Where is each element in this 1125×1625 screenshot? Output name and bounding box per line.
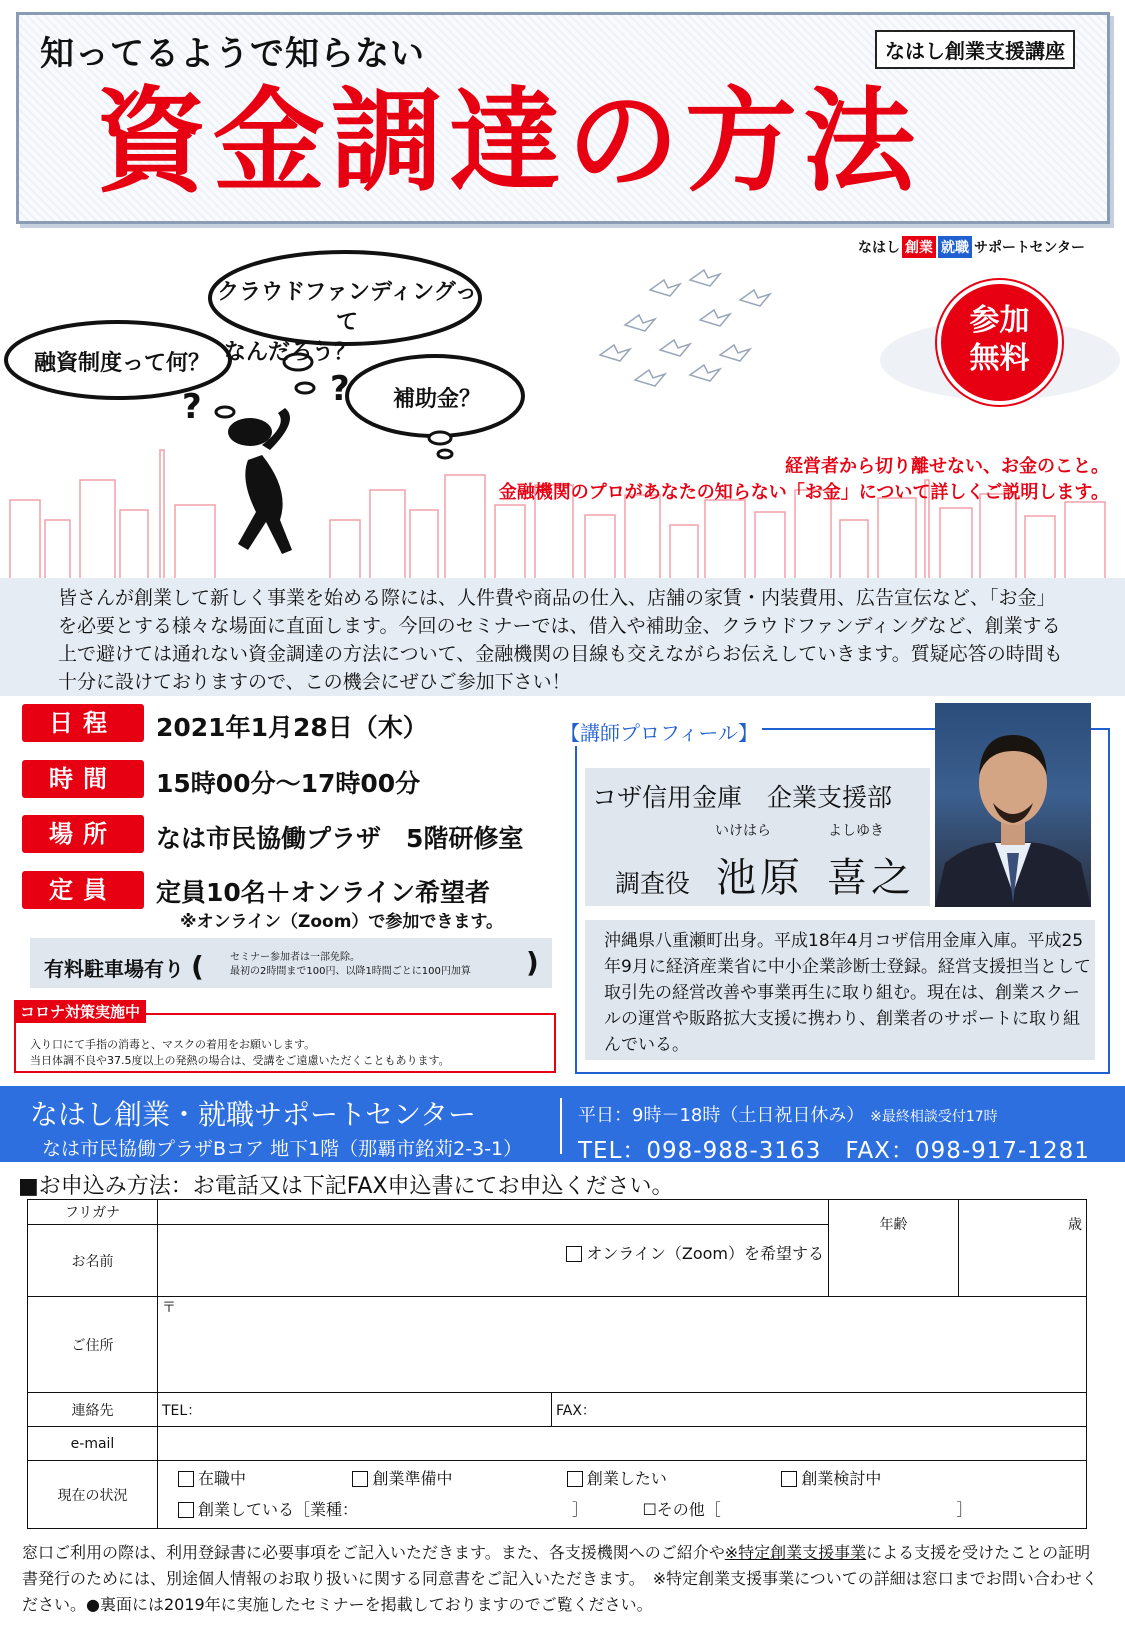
status-employed-checkbox[interactable] [178, 1471, 194, 1487]
paren-close: ) [526, 946, 539, 979]
svg-text:?: ? [330, 369, 350, 409]
furigana-field[interactable] [158, 1200, 829, 1225]
instructor-given-name: 喜之 [827, 855, 915, 901]
online-checkbox[interactable] [566, 1246, 582, 1262]
email-field[interactable] [158, 1427, 1087, 1461]
status-other-close: ］ [956, 1499, 973, 1519]
svg-text:?: ? [182, 387, 202, 427]
capacity-label: 定員 [22, 871, 144, 909]
instructor-photo [935, 703, 1091, 907]
status-founded-close: ］ [571, 1499, 588, 1519]
office-hours [578, 1101, 998, 1127]
instructor-bio: 沖縄県八重瀬町出身。平成18年4月コザ信用金庫入庫。平成25年9月に経済産業省に中小企業診断士登録。経営支援担当として取引先の経営改善や事業再生に取り組む。現在は、創業スクールの運営や販路拡大支援に携わり、創業者のサポートに取り組んでいる。 [604, 931, 1091, 1055]
parking-text: 有料駐車場有り [44, 957, 184, 981]
status-founded[interactable] [178, 1495, 638, 1525]
tel-field[interactable] [158, 1393, 552, 1427]
bubble-loan: 融資制度って何？ [33, 351, 210, 376]
place-value: なは市民協働プラザ 5階研修室 [156, 824, 524, 853]
status-options [158, 1461, 1087, 1529]
age-field[interactable] [959, 1200, 1087, 1297]
application-form [27, 1199, 1087, 1529]
logo-tag-shushoku: 就職 [938, 236, 972, 258]
tel-label: TEL： [162, 1402, 202, 1419]
parking-note [230, 951, 471, 979]
status-employed[interactable] [178, 1464, 348, 1494]
corona-line-1: 入り口にて手指の消毒と、マスクの着用をお願いします。 [30, 1038, 316, 1051]
status-preparing-checkbox[interactable] [352, 1471, 368, 1487]
header-subtitle: 知ってるようで知らない [40, 34, 425, 74]
time-value: 15時00分～17時00分 [156, 769, 421, 798]
status-considering-checkbox[interactable] [781, 1471, 797, 1487]
free-badge [937, 280, 1062, 405]
contact-divider [560, 1098, 562, 1154]
corona-text [30, 1037, 450, 1069]
apply-heading: ■お申込み方法：お電話又は下記FAX申込書にてお申込ください。 [18, 1174, 674, 1199]
status-preparing[interactable] [352, 1464, 562, 1494]
parking-label [44, 950, 204, 983]
fax-label: FAX： [556, 1402, 596, 1419]
bubble-crowdfunding-line2: なんだろう？ [224, 340, 357, 365]
ruby-family: いけはら [715, 823, 771, 839]
center-address: なは市民協働プラザBコア 地下1階（那覇市銘苅2-3-1） [42, 1138, 523, 1160]
status-considering-label: 創業検討中 [801, 1468, 882, 1488]
footer-note [22, 1540, 1102, 1618]
zoom-note: ※オンライン（Zoom）で参加できます。 [180, 912, 504, 932]
name-field[interactable] [158, 1225, 829, 1297]
tagline-1: 経営者から切り離せない、お金のこと。 [785, 456, 1109, 477]
status-founded-label: 創業している［業種： [198, 1499, 359, 1519]
center-name: なはし創業・就職サポートセンター [30, 1098, 477, 1131]
ruby-given: よしゆき [828, 823, 884, 839]
bubble-crowdfunding-line1: クラウドファンディングって [217, 280, 477, 335]
status-founded-checkbox[interactable] [178, 1502, 194, 1518]
bubble-subsidy: 補助金？ [392, 387, 481, 412]
free-badge-line2: 無料 [969, 340, 1030, 376]
footer-link-specific-support: ※特定創業支援事業 [724, 1543, 867, 1562]
phone-fax: TEL：098-988-3163 FAX：098-917-1281 [578, 1138, 1090, 1164]
corona-tag: コロナ対策実施中 [14, 1000, 146, 1023]
intro-text: 皆さんが創業して新しく事業を始める際には、人件費や商品の仕入、店舗の家賃・内装費用、広告宣伝など、「お金」を必要とする様々な場面に直面します。今回のセミナーでは、借入や補助金、クラウドファンディングなど、創業する上で避けては通れない資金調達の方法について、金融機関の目線も交えながらお伝えしていきます。質疑応答の時間も十分に設けておりますので、この機会にぜひご参加下さい！ [58, 587, 1063, 693]
logo-suffix: サポートセンター [973, 240, 1085, 256]
status-employed-label: 在職中 [198, 1468, 247, 1488]
paren-open: ( [190, 950, 204, 983]
address-label: ご住所 [28, 1297, 158, 1393]
instructor-org: コザ信用金庫 企業支援部 [592, 783, 893, 812]
status-want[interactable] [567, 1464, 777, 1494]
capacity-value: 定員10名＋オンライン希望者 [156, 878, 491, 907]
status-want-label: 創業したい [586, 1468, 667, 1488]
hours-note: ※最終相談受付17時 [870, 1109, 998, 1125]
age-label: 年齢 [829, 1200, 959, 1297]
name-label: お名前 [28, 1225, 158, 1297]
logo-tag-sogyo: 創業 [902, 236, 936, 258]
parking-note-2: 最初の2時間まで100円、以降1時間ごとに100円加算 [230, 966, 471, 977]
age-unit: 歳 [1068, 1217, 1082, 1233]
contact-label: 連絡先 [28, 1393, 158, 1427]
status-want-checkbox[interactable] [567, 1471, 583, 1487]
logo-prefix: なはし [857, 240, 900, 256]
tagline-2: 金融機関のプロがあなたの知らない「お金」について詳しくご説明します。 [498, 482, 1109, 503]
address-field[interactable] [158, 1297, 1087, 1393]
instructor-role: 調査役 [615, 869, 691, 898]
hours-text: 平日：9時－18時（土日祝日休み） [578, 1105, 865, 1126]
footer-text-1: 窓口ご利用の際は、利用登録書に必要事項をご記入いただきます。また、各支援機関へのご紹介や [22, 1543, 725, 1562]
corona-line-2: 当日体調不良や37.5度以上の発熱の場合は、受講をご遠慮いただくこともあります。 [30, 1054, 450, 1067]
place-label: 場所 [22, 815, 144, 853]
time-label: 時間 [22, 760, 144, 798]
profile-tag: 【講師プロフィール】 [556, 717, 762, 746]
date-value: 2021年1月28日（木） [156, 713, 428, 742]
portrait-image [935, 703, 1091, 907]
instructor-family-name: 池原 [716, 855, 804, 901]
parking-note-1: セミナー参加者は一部免除。 [230, 952, 360, 963]
postal-mark: 〒 [162, 1300, 176, 1316]
status-other[interactable] [642, 1495, 972, 1525]
free-badge-line1: 参加 [969, 303, 1030, 338]
status-other-label: ☐その他［ [642, 1499, 721, 1519]
status-label: 現在の状況 [28, 1461, 158, 1529]
date-label: 日程 [22, 704, 144, 742]
online-label: オンライン（Zoom）を希望する [586, 1244, 824, 1263]
fax-field[interactable] [552, 1393, 1087, 1427]
course-badge: なはし創業支援講座 [875, 30, 1075, 69]
bubble-crowdfunding [212, 278, 482, 368]
status-preparing-label: 創業準備中 [372, 1468, 453, 1488]
email-label: e-mail [28, 1427, 158, 1461]
footer-text-2: による支援を受けたことの証明書発行のためには、別途個人情報のお取り扱いに関する同意書をご記入いただきます。 ※特定創業支援事業についての詳細は窓口までお問い合わせください。●裏面には2019年に実施したセミナーを掲載しておりますのでご覧ください。 [22, 1543, 1098, 1614]
status-considering[interactable] [781, 1464, 881, 1494]
page-title: 資金調達の方法 [95, 77, 921, 207]
furigana-label: フリガナ [28, 1200, 158, 1225]
